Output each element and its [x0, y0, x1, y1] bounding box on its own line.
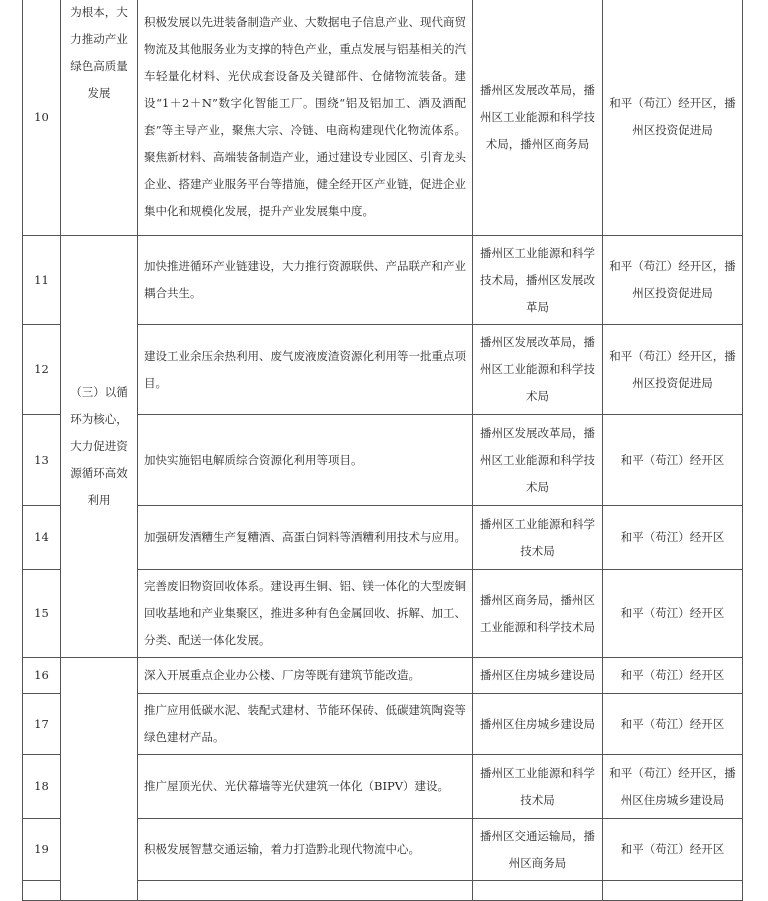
responsible-unit-cell: 和平（苟江）经开区	[603, 506, 743, 570]
row-number: 12	[23, 325, 61, 415]
category-cell	[61, 0, 138, 236]
task-cell: 推广屋顶光伏、光伏幕墙等光伏建筑一体化（BIPV）建设。	[138, 755, 473, 819]
lead-unit-cell: 播州区住房城乡建设局	[473, 658, 603, 694]
category-text: 为根本，大力推动产业绿色高质量发展	[70, 5, 128, 100]
table-row	[23, 0, 743, 236]
responsible-unit-cell: 和平（苟江）经开区，播州区住房城乡建设局	[603, 755, 743, 819]
task-cell: 完善废旧物资回收体系。建设再生铜、铝、镁一体化的大型废铜回收基地和产业集聚区，推进多种有色金属回收、拆解、加工、分类、配送一体化发展。	[138, 570, 473, 658]
row-number: 10	[23, 0, 61, 236]
lead-unit-cell: 播州区商务局，播州区工业能源和科学技术局	[473, 570, 603, 658]
task-cell: 加快实施铝电解质综合资源化利用等项目。	[138, 415, 473, 506]
task-cell: 建设工业余压余热利用、废气废液废渣资源化利用等一批重点项目。	[138, 325, 473, 415]
task-cell: 推广应用低碳水泥、装配式建材、节能环保砖、低碳建筑陶瓷等绿色建材产品。	[138, 694, 473, 755]
task-cell: 深入开展重点企业办公楼、厂房等既有建筑节能改造。	[138, 658, 473, 694]
responsible-unit-cell: 和平（苟江）经开区	[603, 570, 743, 658]
responsible-unit-cell: 和平（苟江）经开区，播州区投资促进局	[603, 0, 743, 236]
lead-unit-cell: 播州区交通运输局，播州区商务局	[473, 819, 603, 881]
task-table	[22, 0, 743, 901]
category-cell	[61, 658, 138, 901]
row-number: 14	[23, 506, 61, 570]
lead-unit-cell: 播州区发展改革局，播州区工业能源和科学技术局，播州区商务局	[473, 0, 603, 236]
responsible-unit-cell: 和平（苟江）经开区	[603, 819, 743, 881]
row-number: 11	[23, 236, 61, 325]
lead-unit-cell: 播州区工业能源和科学技术局，播州区发展改革局	[473, 236, 603, 325]
responsible-unit-cell: 和平（苟江）经开区，播州区投资促进局	[603, 236, 743, 325]
row-number: 18	[23, 755, 61, 819]
row-number: 17	[23, 694, 61, 755]
task-cell: 加强研发酒糟生产复糟酒、高蛋白饲料等酒糟利用技术与应用。	[138, 506, 473, 570]
row-number: 19	[23, 819, 61, 881]
responsible-unit-cell: 和平（苟江）经开区	[603, 694, 743, 755]
lead-unit-cell: 播州区工业能源和科学技术局	[473, 506, 603, 570]
responsible-unit-cell: 和平（苟江）经开区，播州区投资促进局	[603, 325, 743, 415]
row-number: 13	[23, 415, 61, 506]
table-row	[23, 658, 743, 694]
task-cell: 加快推进循环产业链建设，大力推行资源联供、产品联产和产业耦合共生。	[138, 236, 473, 325]
lead-unit-cell: 播州区住房城乡建设局	[473, 694, 603, 755]
lead-unit-cell: 播州区发展改革局，播州区工业能源和科学技术局	[473, 325, 603, 415]
row-number: 15	[23, 570, 61, 658]
task-cell: 积极发展智慧交通运输，着力打造黔北现代物流中心。	[138, 819, 473, 881]
row-number: 16	[23, 658, 61, 694]
responsible-unit-cell: 和平（苟江）经开区	[603, 415, 743, 506]
lead-unit-cell: 播州区工业能源和科学技术局	[473, 755, 603, 819]
task-cell: 积极发展以先进装备制造产业、大数据电子信息产业、现代商贸物流及其他服务业为支撑的特色产业，重点发展与铝基相关的汽车轻量化材料、光伏成套设备及关键部件、仓储物流装备。建设“1＋2＋N”数字化智能工厂。围绕“铝及铝加工、酒及酒配套”等主导产业，聚焦大宗、冷链、电商构建现代化物流体系。聚焦新材料、高端装备制造产业，通过建设专业园区、引育龙头企业、搭建产业服务平台等措施，健全经开区产业链，促进企业集中化和规模化发展，提升产业发展集中度。	[138, 0, 473, 236]
category-cell	[61, 236, 138, 658]
lead-unit-cell: 播州区发展改革局，播州区工业能源和科学技术局	[473, 415, 603, 506]
responsible-unit-cell: 和平（苟江）经开区	[603, 658, 743, 694]
category-text: （三）以循环为核心，大力促进资源循环高效利用	[70, 385, 128, 507]
table-row	[23, 236, 743, 325]
